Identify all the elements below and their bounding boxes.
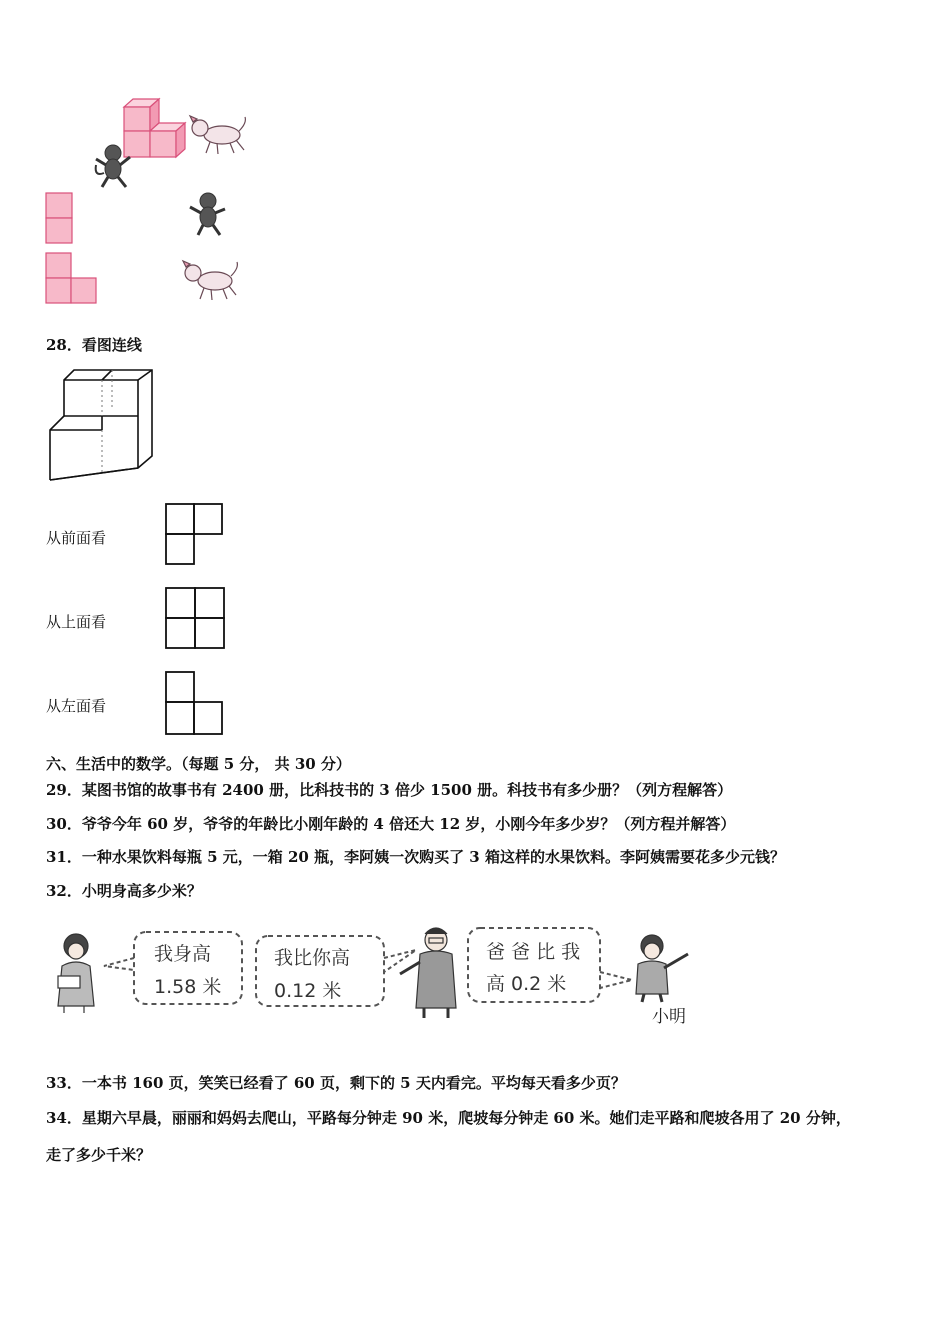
view-grid-square: [162, 584, 228, 652]
bubble3-line2: 高 0.2 米: [486, 973, 567, 995]
q32-text: 32．小明身高多少米？: [46, 882, 202, 900]
view-grid-l-top: [162, 500, 226, 568]
bubble2-line1: 我比你高: [274, 947, 351, 969]
bubble1-line1: 我身高: [154, 943, 212, 965]
q28-solid-figure: [46, 368, 158, 486]
q34-text-line1: 34．星期六早晨，丽丽和妈妈去爬山，平路每分钟走 90 米，爬坡每分钟走 60 米。她们走平路和爬坡各用了 20 分钟，: [46, 1109, 851, 1127]
view-label-top: 从上面看: [46, 613, 107, 631]
xiaoming-label: 小明: [652, 1007, 686, 1027]
cube-animals-figure: [40, 95, 260, 310]
q30-text: 30．爷爷今年 60 岁，爷爷的年龄比小刚年龄的 4 倍还大 12 岁，小刚今年多少岁？（列方程并解答）: [46, 815, 736, 833]
height-comparison-illustration: [48, 918, 708, 1033]
q33-text: 33．一本书 160 页，笑笑已经看了 60 页，剩下的 5 天内看完。平均每天看多少页？: [46, 1074, 626, 1092]
bubble2-line2: 0.12 米: [274, 980, 342, 1002]
view-label-left: 从左面看: [46, 697, 107, 715]
cube-solid-drawing: [46, 368, 158, 486]
dog-icon: [183, 261, 237, 300]
view-shape-3[interactable]: [162, 668, 226, 738]
view-shape-2[interactable]: [162, 584, 228, 652]
q32-figure: [48, 918, 708, 1033]
section6-title: 六、生活中的数学。（每题 5 分， 共 30 分）: [46, 755, 351, 773]
cube-stack-illustration: [40, 95, 260, 310]
view-grid-l-bottom: [162, 668, 226, 738]
bubble3-line1: 爸 爸 比 我: [486, 941, 581, 963]
bubble1-line2: 1.58 米: [154, 976, 222, 998]
father-icon: [400, 928, 456, 1018]
boy-icon: [636, 935, 688, 1002]
q28-title: 28．看图连线: [46, 336, 142, 354]
q34-text-line2: 走了多少千米？: [46, 1146, 152, 1164]
dog-icon: [190, 116, 245, 154]
view-label-front: 从前面看: [46, 529, 107, 547]
q29-text: 29．某图书馆的故事书有 2400 册，比科技书的 3 倍少 1500 册。科技书有多少册？（列方程解答）: [46, 781, 733, 799]
woman-icon: [58, 934, 94, 1013]
q31-text: 31．一种水果饮料每瓶 5 元，一箱 20 瓶，李阿姨一次购买了 3 箱这样的水果饮料。李阿姨需要花多少元钱？: [46, 848, 785, 866]
monkey-icon: [190, 193, 225, 235]
view-shape-1[interactable]: [162, 500, 226, 568]
